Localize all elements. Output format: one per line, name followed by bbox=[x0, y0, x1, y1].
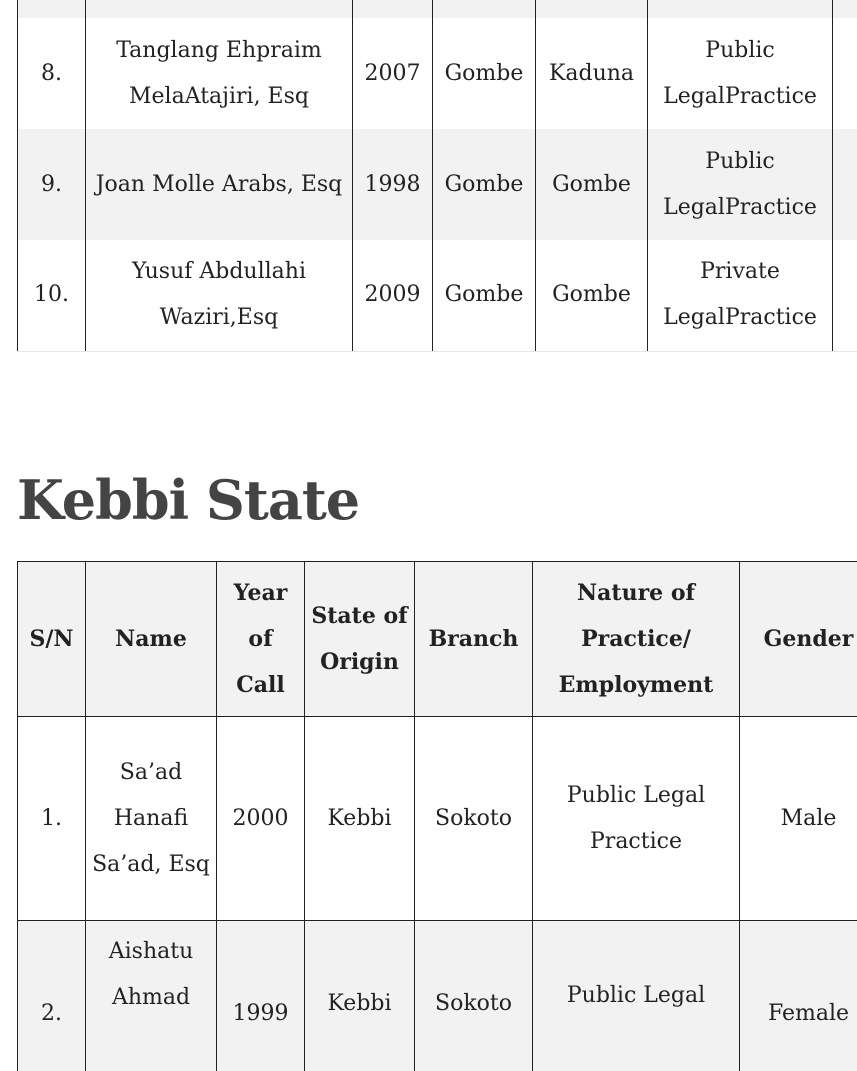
name-cell: Joan Molle Arabs, Esq bbox=[86, 129, 353, 240]
section-heading: Kebbi State bbox=[17, 468, 359, 532]
table-row bbox=[18, 921, 857, 1071]
sn-cell: 1. bbox=[18, 717, 86, 921]
header-name: Name bbox=[86, 562, 217, 717]
branch-cell: Gombe bbox=[536, 240, 648, 351]
practice-cell: Private LegalPractice bbox=[648, 240, 833, 351]
header-branch: Branch bbox=[415, 562, 533, 717]
table-header-row bbox=[18, 562, 857, 717]
practice-cell: Public Legal Practice bbox=[533, 717, 740, 921]
name-cell: Tanglang Ehpraim MelaAtajiri, Esq bbox=[86, 18, 353, 129]
header-sn: S/N bbox=[18, 562, 86, 717]
origin-cell: Gombe bbox=[433, 18, 536, 129]
practice-cell: Public Legal bbox=[533, 921, 740, 1071]
year-cell: 1998 bbox=[353, 129, 433, 240]
gender-cell: Female bbox=[740, 921, 857, 1071]
gender-cell: Male bbox=[740, 717, 857, 921]
origin-cell: Kebbi bbox=[305, 921, 415, 1071]
table-row bbox=[18, 240, 857, 351]
year-cell: 2000 bbox=[217, 717, 305, 921]
sn-cell: 9. bbox=[18, 129, 86, 240]
table-row bbox=[18, 129, 857, 240]
branch-cell: Sokoto bbox=[415, 921, 533, 1071]
header-gender: Gender bbox=[740, 562, 857, 717]
header-year: Year of Call bbox=[217, 562, 305, 717]
year-cell: 1999 bbox=[217, 921, 305, 1071]
gender-cell bbox=[833, 129, 857, 240]
name-cell: Aishatu Ahmad bbox=[86, 921, 217, 1071]
header-practice: Nature of Practice/ Employment bbox=[533, 562, 740, 717]
branch-cell: Kaduna bbox=[536, 18, 648, 129]
practice-cell: Public LegalPractice bbox=[648, 129, 833, 240]
branch-cell: Sokoto bbox=[415, 717, 533, 921]
practice-cell: Public LegalPractice bbox=[648, 18, 833, 129]
table-row bbox=[18, 717, 857, 921]
gender-cell bbox=[833, 18, 857, 129]
sn-cell: 8. bbox=[18, 18, 86, 129]
year-cell: 2007 bbox=[353, 18, 433, 129]
origin-cell: Kebbi bbox=[305, 717, 415, 921]
kebbi-lawyers-table bbox=[17, 561, 857, 1071]
table-row bbox=[18, 18, 857, 129]
origin-cell: Gombe bbox=[433, 129, 536, 240]
gombe-lawyers-table bbox=[17, 0, 857, 352]
branch-cell: Gombe bbox=[536, 129, 648, 240]
gender-cell bbox=[833, 240, 857, 351]
name-cell: Sa’ad Hanafi Sa’ad, Esq bbox=[86, 717, 217, 921]
table-row bbox=[18, 0, 857, 18]
name-cell: Yusuf Abdullahi Waziri,Esq bbox=[86, 240, 353, 351]
sn-cell: 2. bbox=[18, 921, 86, 1071]
sn-cell: 10. bbox=[18, 240, 86, 351]
origin-cell: Gombe bbox=[433, 240, 536, 351]
year-cell: 2009 bbox=[353, 240, 433, 351]
header-origin: State of Origin bbox=[305, 562, 415, 717]
